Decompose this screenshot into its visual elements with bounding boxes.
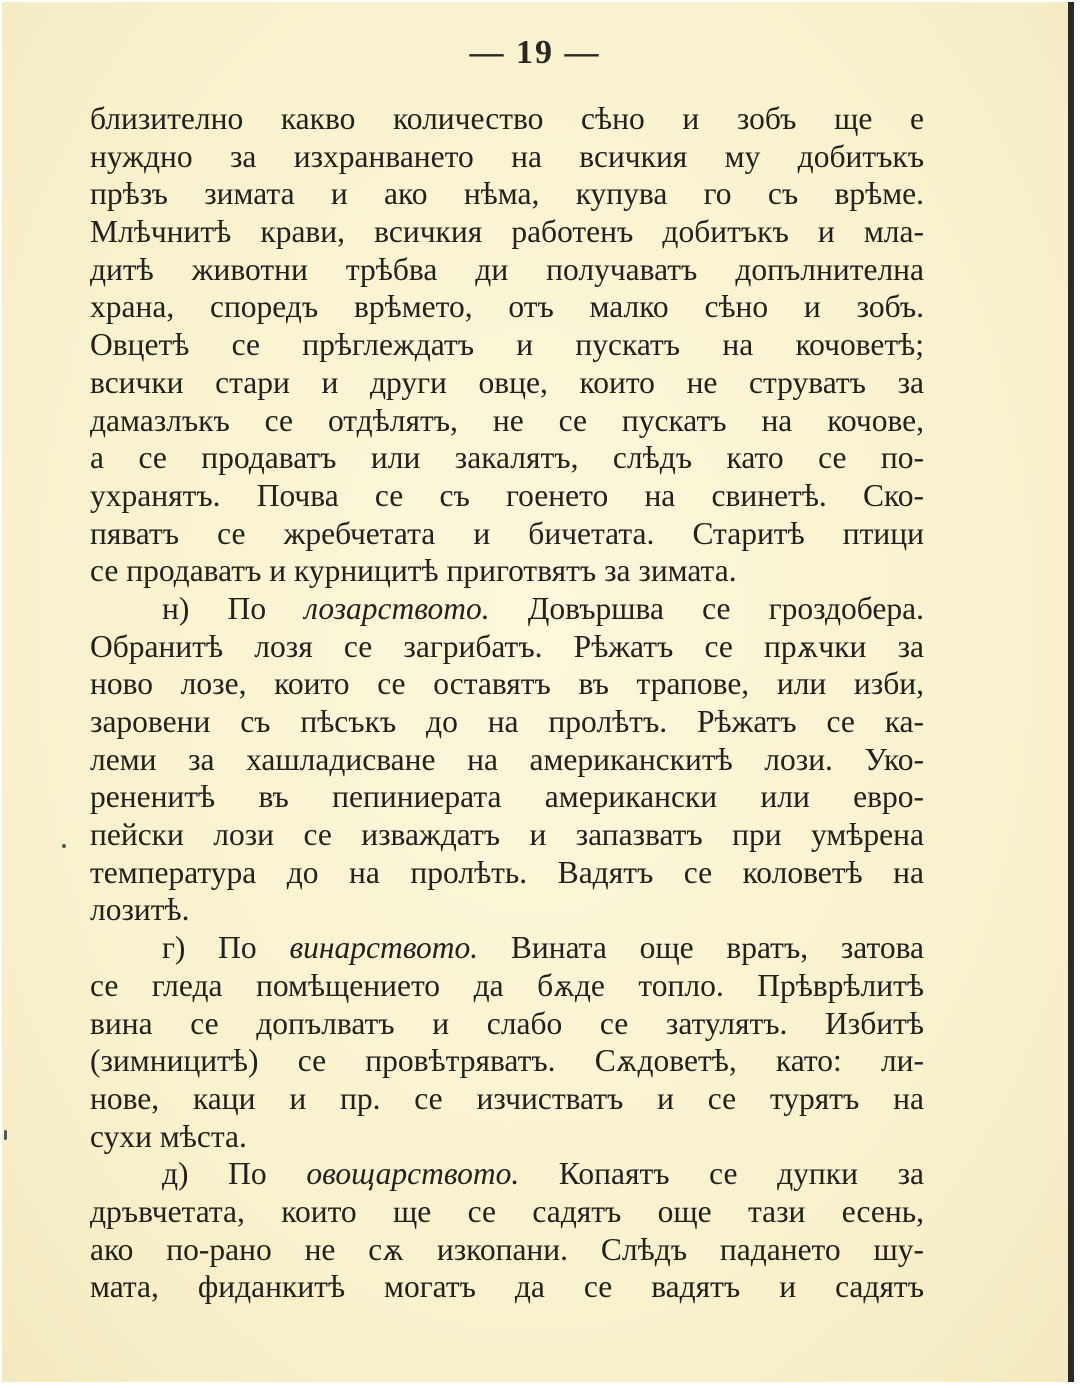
paragraph-winter-livestock <box>90 100 924 590</box>
text-line: ухранятъ. Почва се съ гоенето на свинетѣ. Ско- <box>90 477 924 513</box>
section-label: н) По <box>162 590 267 626</box>
text-line: се продаватъ и курницитѣ приготвятъ за зимата. <box>90 553 737 589</box>
section-title: овощарството. <box>306 1156 520 1192</box>
text-line: храна, споредъ врѣмето, отъ малко сѣно и зобъ. <box>90 289 924 325</box>
text-line: прѣзъ зимата и ако нѣма, купува го съ врѣме. <box>90 176 924 212</box>
text-line: се гледа помѣщението да бѫде топло. Прѣврѣлитѣ <box>90 967 924 1003</box>
text-line: температура до на пролѣть. Вадятъ се коловетѣ на <box>90 854 924 890</box>
text-line: рененитѣ въ пепиниерата американски или евро- <box>90 779 924 815</box>
paragraph-first-line <box>90 929 924 967</box>
text-line: пейски лози се изваждатъ и запазватъ при умѣрена <box>90 817 924 853</box>
section-title: винарството. <box>289 930 479 966</box>
text-line: нуждно за изхранването на всичкия му добитъкъ <box>90 138 924 174</box>
text-line: лозитѣ. <box>90 892 190 928</box>
paragraph-winemaking <box>90 929 924 1155</box>
text-line: дамазлъкъ се отдѣлятъ, не се пускатъ на кочове, <box>90 402 924 438</box>
paragraph-first-line <box>90 1155 924 1193</box>
text-line: а се продаватъ или закалятъ, слѣдъ като се по- <box>90 440 924 476</box>
text-line: ако по-рано не сѫ изкопани. Слѣдъ падането шу- <box>90 1231 924 1267</box>
paragraph-viticulture <box>90 590 924 929</box>
text-line: ново лозе, които се оставятъ въ трапове, или изби, <box>90 666 924 702</box>
text-line: близително какво количество сѣно и зобъ ще е <box>90 101 924 136</box>
text-line: пяватъ се жребчетата и бичетата. Старитѣ птици <box>90 515 924 551</box>
text-fragment: Вината още вратъ, затова <box>510 930 925 966</box>
page-number: — 19 — <box>469 34 601 71</box>
text-line: заровени съ пѣсъкъ до на пролѣтъ. Рѣжатъ се ка- <box>90 704 924 739</box>
text-line: всички стари и други овце, които не струватъ за <box>90 364 924 400</box>
text-line: (зимницитѣ) се провѣтряватъ. Сѫдоветѣ, като: ли- <box>90 1043 924 1079</box>
page-speck <box>62 844 66 848</box>
section-label: г) По <box>162 930 257 966</box>
paragraph-first-line <box>90 590 924 628</box>
book-page <box>2 2 1074 1382</box>
text-fragment: Копаятъ се дупки за <box>558 1156 925 1192</box>
text-line: Овцетѣ се прѣглеждатъ и пускатъ на кочоветѣ; <box>90 327 924 363</box>
text-line: мата, фиданкитѣ могатъ да се вадятъ и садятъ <box>90 1269 924 1305</box>
text-line: Обранитѣ лозя се загрибатъ. Рѣжатъ се прѫчки за <box>90 628 924 664</box>
text-line: сухи мѣста. <box>90 1118 247 1154</box>
text-line: нове, каци и пр. се изчистватъ и се турятъ на <box>90 1080 924 1116</box>
text-line: дръвчетата, които ще се садятъ още тази есень, <box>90 1193 924 1229</box>
page-speck <box>4 1130 7 1140</box>
text-line: Млѣчнитѣ крави, всичкия работенъ добитъкъ и мла- <box>90 214 924 250</box>
text-fragment: Довършва се гроздобера. <box>527 590 924 626</box>
text-line: вина се допълватъ и слабо се затулятъ. Избитѣ <box>90 1005 924 1041</box>
body-text <box>90 100 924 1306</box>
section-title: лозарството. <box>304 590 490 626</box>
text-line: дитѣ животни трѣбва ди получаватъ допълнителна <box>90 251 924 287</box>
paragraph-fruit-growing <box>90 1155 924 1306</box>
section-label: д) По <box>162 1156 267 1192</box>
text-line: леми за хашладисване на американскитѣ лози. Уко- <box>90 741 924 777</box>
